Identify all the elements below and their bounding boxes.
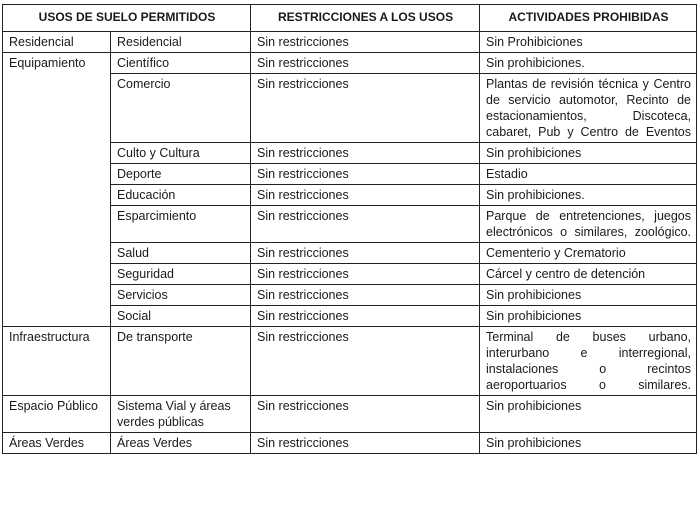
prohibited-cell: Sin prohibiciones: [480, 433, 697, 454]
land-use-table: [2, 4, 697, 454]
use-cell: Social: [111, 306, 251, 327]
prohibited-cell: Sin prohibiciones: [480, 285, 697, 306]
prohibited-cell: Cárcel y centro de detención: [480, 264, 697, 285]
use-cell: Salud: [111, 243, 251, 264]
table-row: [3, 32, 697, 53]
header-row: [3, 5, 697, 32]
restriction-cell: Sin restricciones: [251, 143, 480, 164]
prohibited-cell: Plantas de revisión técnica y Centro de servicio automotor, Recinto de estacionamientos, Discoteca, cabaret, Pub y Centro de Eventos: [480, 74, 697, 143]
category-cell: Espacio Público: [3, 396, 111, 433]
category-cell: Equipamiento: [3, 53, 111, 327]
restriction-cell: Sin restricciones: [251, 206, 480, 243]
restriction-cell: Sin restricciones: [251, 32, 480, 53]
category-cell: Residencial: [3, 32, 111, 53]
prohibited-cell: Sin prohibiciones: [480, 143, 697, 164]
header-prohibidas: ACTIVIDADES PROHIBIDAS: [480, 5, 697, 32]
use-cell: Seguridad: [111, 264, 251, 285]
prohibited-cell: Sin prohibiciones: [480, 396, 697, 433]
use-cell: Áreas Verdes: [111, 433, 251, 454]
restriction-cell: Sin restricciones: [251, 396, 480, 433]
prohibited-cell: Estadio: [480, 164, 697, 185]
prohibited-cell: Parque de entretenciones, juegos electrónicos o similares, zoológico.: [480, 206, 697, 243]
use-cell: Culto y Cultura: [111, 143, 251, 164]
table-row: [3, 327, 697, 396]
prohibited-cell: Terminal de buses urbano, interurbano e interregional, instalaciones o recintos aeroportuarios o similares.: [480, 327, 697, 396]
use-cell: Sistema Vial y áreas verdes públicas: [111, 396, 251, 433]
restriction-cell: Sin restricciones: [251, 306, 480, 327]
restriction-cell: Sin restricciones: [251, 53, 480, 74]
header-restricciones: RESTRICCIONES A LOS USOS: [251, 5, 480, 32]
header-usos: USOS DE SUELO PERMITIDOS: [3, 5, 251, 32]
category-cell: Áreas Verdes: [3, 433, 111, 454]
restriction-cell: Sin restricciones: [251, 285, 480, 306]
use-cell: Educación: [111, 185, 251, 206]
table-row: [3, 53, 697, 74]
table-row: [3, 396, 697, 433]
use-cell: De transporte: [111, 327, 251, 396]
use-cell: Servicios: [111, 285, 251, 306]
category-cell: Infraestructura: [3, 327, 111, 396]
use-cell: Esparcimiento: [111, 206, 251, 243]
table-row: [3, 433, 697, 454]
restriction-cell: Sin restricciones: [251, 433, 480, 454]
restriction-cell: Sin restricciones: [251, 74, 480, 143]
restriction-cell: Sin restricciones: [251, 164, 480, 185]
restriction-cell: Sin restricciones: [251, 264, 480, 285]
prohibited-cell: Sin prohibiciones: [480, 306, 697, 327]
use-cell: Deporte: [111, 164, 251, 185]
prohibited-cell: Sin prohibiciones.: [480, 185, 697, 206]
prohibited-cell: Sin Prohibiciones: [480, 32, 697, 53]
prohibited-cell: Sin prohibiciones.: [480, 53, 697, 74]
use-cell: Comercio: [111, 74, 251, 143]
restriction-cell: Sin restricciones: [251, 243, 480, 264]
use-cell: Residencial: [111, 32, 251, 53]
restriction-cell: Sin restricciones: [251, 185, 480, 206]
restriction-cell: Sin restricciones: [251, 327, 480, 396]
prohibited-cell: Cementerio y Crematorio: [480, 243, 697, 264]
use-cell: Científico: [111, 53, 251, 74]
